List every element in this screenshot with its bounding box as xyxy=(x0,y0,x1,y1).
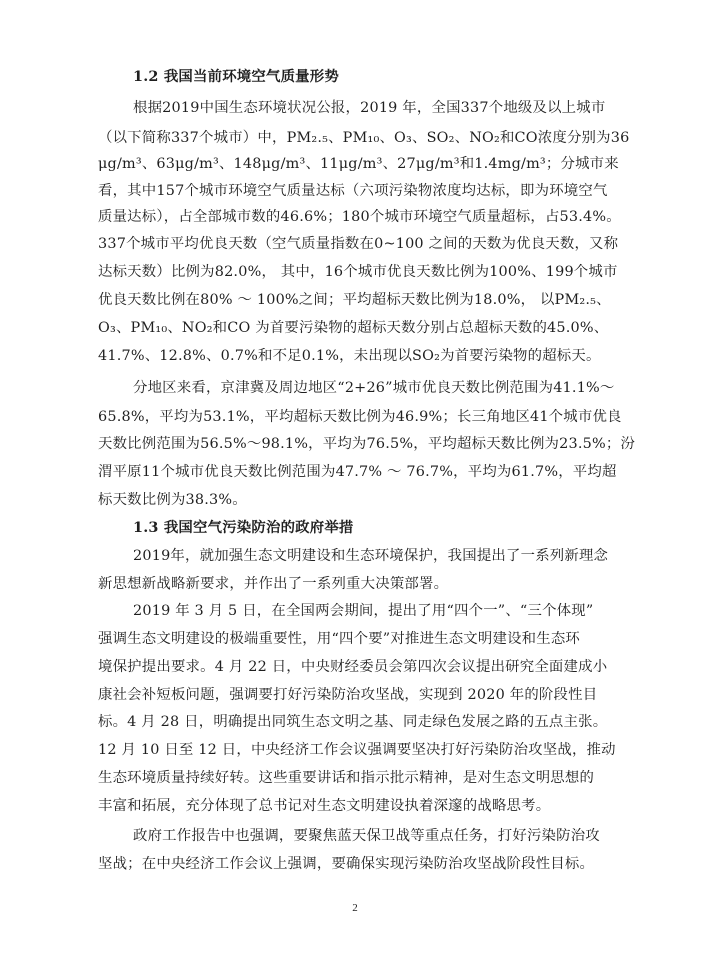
paragraph-line: 新思想新战略新要求，并作出了一系列重大决策部署。 xyxy=(98,576,449,592)
paragraph-line: 达标天数）比例为82.0%， 其中，16个城市优良天数比例为100%、199个城市 xyxy=(98,264,618,280)
page-number: 2 xyxy=(352,902,358,914)
paragraph-line: 坚战；在中央经济工作会议上强调，要确保实现污染防治攻坚战阶段性目标。 xyxy=(98,856,595,872)
paragraph-line: 天数比例范围为56.5%～98.1%，平均为76.5%，平均超标天数比例为23.5%；汾 xyxy=(98,436,636,452)
paragraph-line: 分地区来看，京津冀及周边地区“2+26”城市优良天数比例范围为41.1%～ xyxy=(133,380,615,396)
paragraph-line: 康社会补短板问题，强调要打好污染防治攻坚战，实现到 2020 年的阶段性目 xyxy=(98,687,598,703)
paragraph-line: 丰富和拓展，充分体现了总书记对生态文明建设执着深邃的战略思考。 xyxy=(98,798,551,814)
paragraph-line: 渭平原11个城市优良天数比例范围为47.7% ～ 76.7%，平均为61.7%，平均超 xyxy=(98,464,617,480)
paragraph-line: 看，其中157个城市环境空气质量达标（六项污染物浓度均达标，即为环境空气 xyxy=(98,183,608,199)
paragraph-line: 41.7%、12.8%、0.7%和不足0.1%，未出现以SO₂为首要污染物的超标天。 xyxy=(98,348,601,364)
paragraph-line: μg/m³、63μg/m³、148μg/m³、11μg/m³、27μg/m³和1.4mg/m³；分城市来 xyxy=(98,156,619,172)
paragraph-line: 12 月 10 日至 12 日，中央经济工作会议强调要坚决打好污染防治攻坚战，推动 xyxy=(98,742,616,758)
paragraph-line: 337个城市平均优良天数（空气质量指数在0~100 之间的天数为优良天数，又称 xyxy=(98,236,619,252)
paragraph-line: 优良天数比例在80% ～ 100%之间；平均超标天数比例为18.0%， 以PM₂.₅、 xyxy=(98,292,611,308)
paragraph-line: 境保护提出要求。4 月 22 日，中央财经委员会第四次会议提出研究全面建成小 xyxy=(98,659,608,675)
paragraph-line: 生态环境质量持续好转。这些重要讲话和指示批示精神，是对生态文明思想的 xyxy=(98,770,595,786)
paragraph-line: O₃、PM₁₀、NO₂和CO 为首要污染物的超标天数分别占总超标天数的45.0%、 xyxy=(98,320,609,336)
paragraph-line: 根据2019中国生态环境状况公报，2019 年，全国337个地级及以上城市 xyxy=(133,100,606,116)
paragraph-line: 政府工作报告中也强调，要聚焦蓝天保卫战等重点任务，打好污染防治攻 xyxy=(133,828,600,844)
paragraph-line: 2019 年 3 月 5 日，在全国两会期间，提出了用“四个一”、“三个体现” xyxy=(133,603,594,619)
paragraph-line: 标天数比例为38.3%。 xyxy=(98,492,247,508)
section-heading-1-2: 1.2 我国当前环境空气质量形势 xyxy=(133,68,339,85)
paragraph-line: 强调生态文明建设的极端重要性，用“四个要”对推进生态文明建设和生态环 xyxy=(98,631,581,647)
paragraph-line: 2019年，就加强生态文明建设和生态环境保护，我国提出了一系列新理念 xyxy=(133,548,609,564)
section-heading-1-3: 1.3 我国空气污染防治的政府举措 xyxy=(133,519,354,536)
paragraph-line: （以下简称337个城市）中，PM₂.₅、PM₁₀、O₃、SO₂、NO₂和CO浓度分别为36 xyxy=(98,130,630,146)
paragraph-line: 65.8%，平均为53.1%，平均超标天数比例为46.9%；长三角地区41个城市优良 xyxy=(98,409,622,425)
paragraph-line: 标。4 月 28 日，明确提出同筑生态文明之基、同走绿色发展之路的五点主张。 xyxy=(98,714,608,730)
paragraph-line: 质量达标），占全部城市数的46.6%；180个城市环境空气质量超标，占53.4%。 xyxy=(98,209,621,225)
